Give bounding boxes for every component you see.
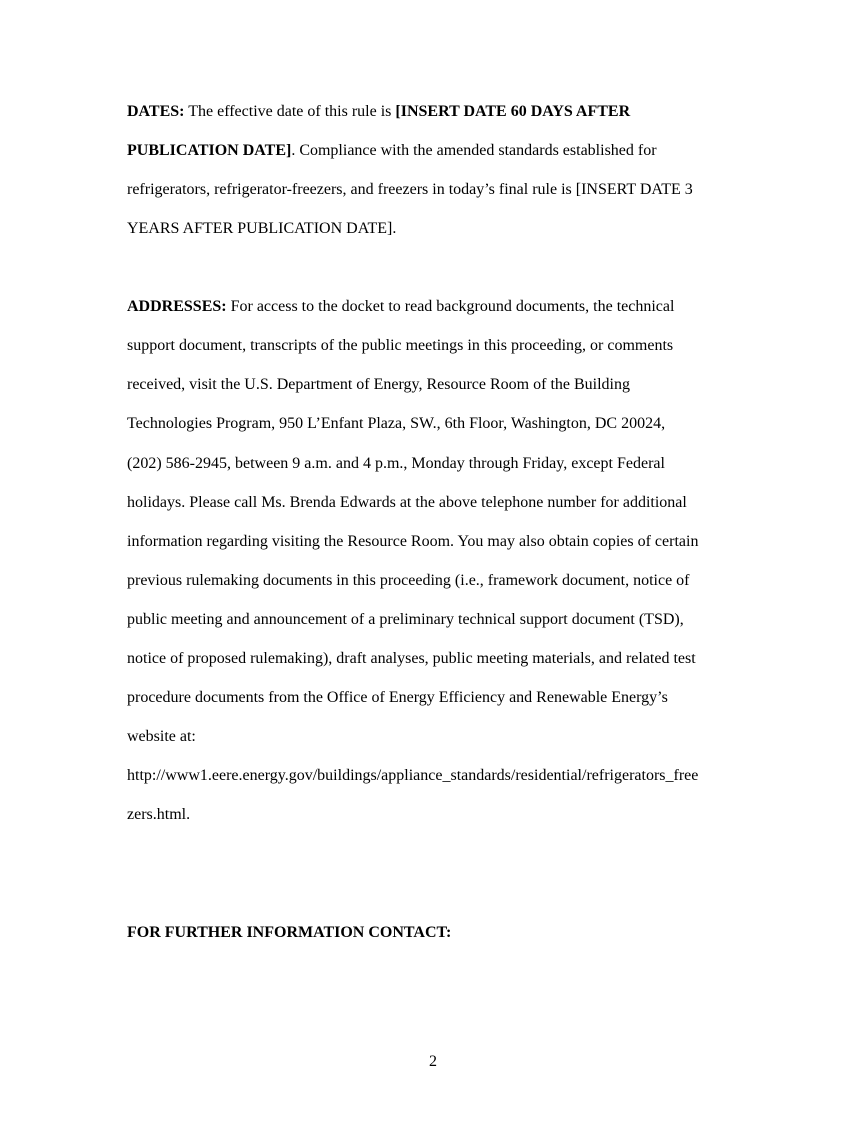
- dates-label: DATES:: [127, 103, 185, 120]
- website-url-line-2: zers.html.: [127, 806, 191, 823]
- website-url-line-1: http://www1.eere.energy.gov/buildings/appliance_standards/residential/refrigerators_free: [127, 767, 699, 784]
- dates-text: The effective date of this rule is: [184, 103, 396, 120]
- dates-line-3: refrigerators, refrigerator-freezers, and freezers in today’s final rule is [INSERT DATE 3: [127, 181, 693, 198]
- addresses-line-5: (202) 586-2945, between 9 a.m. and 4 p.m., Monday through Friday, except Federal: [127, 455, 665, 472]
- dates-insert-effective: [INSERT DATE 60 DAYS AFTER: [395, 103, 631, 120]
- addresses-line-1: [127, 297, 674, 317]
- addresses-line-12: website at:: [127, 728, 196, 745]
- contact-heading: FOR FURTHER INFORMATION CONTACT:: [127, 924, 452, 941]
- page-number: 2: [429, 1053, 437, 1070]
- addresses-text: For access to the docket to read background documents, the technical: [226, 298, 675, 315]
- addresses-line-8: previous rulemaking documents in this proceeding (i.e., framework document, notice of: [127, 572, 690, 589]
- addresses-line-3: received, visit the U.S. Department of Energy, Resource Room of the Building: [127, 376, 630, 393]
- dates-line-4: YEARS AFTER PUBLICATION DATE].: [127, 220, 397, 237]
- addresses-label: ADDRESSES:: [127, 298, 227, 315]
- addresses-line-11: procedure documents from the Office of Energy Efficiency and Renewable Energy’s: [127, 689, 668, 706]
- addresses-line-10: notice of proposed rulemaking), draft analyses, public meeting materials, and related test: [127, 650, 696, 667]
- dates-insert-effective-cont: PUBLICATION DATE]: [127, 142, 292, 159]
- addresses-line-4: Technologies Program, 950 L’Enfant Plaza, SW., 6th Floor, Washington, DC 20024,: [127, 415, 666, 432]
- addresses-line-9: public meeting and announcement of a preliminary technical support document (TSD),: [127, 611, 684, 628]
- addresses-line-6: holidays. Please call Ms. Brenda Edwards at the above telephone number for additional: [127, 494, 687, 511]
- dates-line-2: [127, 141, 657, 161]
- dates-line-1: [127, 102, 630, 122]
- addresses-line-2: support document, transcripts of the public meetings in this proceeding, or comments: [127, 337, 674, 354]
- dates-compliance-text: . Compliance with the amended standards established for: [291, 142, 657, 159]
- addresses-line-7: information regarding visiting the Resource Room. You may also obtain copies of certain: [127, 533, 699, 550]
